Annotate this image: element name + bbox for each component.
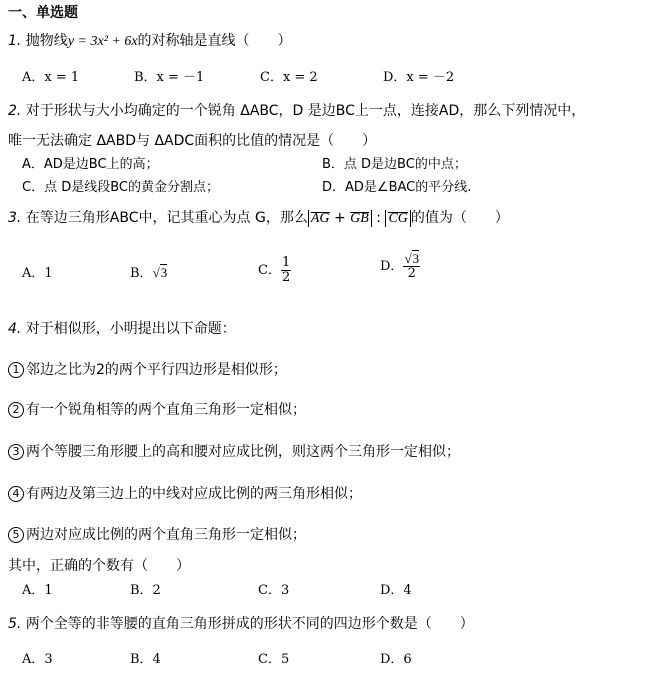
question-text: 对于相似形，小明提出以下命题： xyxy=(21,321,236,337)
circled-number: 5 xyxy=(8,527,24,543)
question-text: 唯一无法确定 ΔABD与 ΔADC面积的比值的情况是（ ） xyxy=(8,133,377,149)
option-b: B．x = －1 xyxy=(134,70,205,85)
question-text: 抛物线 xyxy=(21,33,68,49)
option-d xyxy=(380,252,420,281)
option-d: D．AD是∠BAC的平分线. xyxy=(322,180,472,195)
question-text: 的对称轴是直线（ ） xyxy=(137,33,292,49)
proposition-text: 两个等腰三角形腰上的高和腰对应成比例，则这两个三角形一定相似； xyxy=(26,444,460,460)
vector-gb: GB xyxy=(350,211,369,226)
option-d: D．6 xyxy=(380,652,412,667)
option-c: C．3 xyxy=(258,583,290,598)
vector-ag: AG xyxy=(310,211,330,226)
sqrt-expression: √3 xyxy=(152,265,168,280)
plus-sign: + xyxy=(329,210,351,226)
fraction xyxy=(403,252,420,281)
denominator: 2 xyxy=(281,270,291,285)
proposition-text: 两边对应成比例的两个直角三角形一定相似； xyxy=(26,527,306,543)
question-number: 2. xyxy=(8,103,22,119)
numerator: 1 xyxy=(281,255,291,270)
circled-number: 1 xyxy=(8,362,24,378)
proposition-item xyxy=(8,483,362,503)
question-text: 在等边三角形ABC中，记其重心为点 G，那么 xyxy=(21,210,308,226)
denominator: 2 xyxy=(407,266,416,281)
option-c: C．点 D是线段BC的黄金分割点； xyxy=(22,180,219,195)
option-a: A．x = 1 xyxy=(22,70,80,85)
question-text: 其中，正确的个数有（ ） xyxy=(8,558,190,574)
question-2 xyxy=(8,100,585,120)
question-5 xyxy=(8,613,474,633)
option-b: B．4 xyxy=(130,652,161,667)
option-a: A．1 xyxy=(22,583,53,598)
formula: y = 3x² + 6x xyxy=(67,34,138,49)
radicand: 3 xyxy=(160,265,168,280)
ratio-colon: : xyxy=(371,210,386,226)
question-text: 两个全等的非等腰的直角三角形拼成的形状不同的四边形个数是（ ） xyxy=(21,616,474,632)
question-text: 对于形状与大小均确定的一个锐角 ΔABC，D 是边BC上一点，连接AD，那么下列情况中， xyxy=(21,103,586,119)
proposition-text: 邻边之比为2的两个平行四边形是相似形； xyxy=(26,362,287,378)
proposition-item xyxy=(8,441,460,461)
question-3 xyxy=(8,207,509,227)
proposition-item xyxy=(8,399,306,419)
option-a: A．1 xyxy=(22,266,53,281)
option-label: D． xyxy=(380,259,404,274)
option-d: D．x = －2 xyxy=(383,70,455,85)
fraction xyxy=(281,256,291,285)
question-number: 4. xyxy=(8,321,22,337)
question-number: 5. xyxy=(8,616,22,632)
option-a: A．AD是边BC上的高； xyxy=(22,157,159,172)
proposition-item xyxy=(8,359,287,379)
section-title: 一、单选题 xyxy=(8,5,78,21)
numerator: √3 xyxy=(404,251,420,266)
radicand: 3 xyxy=(412,251,420,266)
vector-magnitude xyxy=(385,210,410,227)
option-b: B．2 xyxy=(130,583,161,598)
option-label: B． xyxy=(130,266,153,281)
question-4 xyxy=(8,318,236,338)
question-text: 的值为（ ） xyxy=(410,210,509,226)
option-b: B．点 D是边BC的中点； xyxy=(322,157,467,172)
option-b xyxy=(130,262,167,281)
circled-number: 2 xyxy=(8,402,24,418)
proposition-text: 有两边及第三边上的中线对应成比例的两三角形相似； xyxy=(26,486,362,502)
option-c: C．5 xyxy=(258,652,290,667)
option-d: D．4 xyxy=(380,583,412,598)
proposition-text: 有一个锐角相等的两个直角三角形一定相似； xyxy=(26,402,306,418)
option-c xyxy=(258,256,291,285)
option-a: A．3 xyxy=(22,652,53,667)
proposition-item xyxy=(8,524,306,544)
circled-number: 3 xyxy=(8,444,24,460)
option-label: C． xyxy=(258,263,281,278)
vector-magnitude xyxy=(308,210,372,227)
option-c: C．x = 2 xyxy=(260,70,318,85)
circled-number: 4 xyxy=(8,486,24,502)
question-number: 1. xyxy=(8,33,22,49)
question-1 xyxy=(8,30,292,50)
question-number: 3. xyxy=(8,210,22,226)
vector-cg: CG xyxy=(388,211,408,226)
